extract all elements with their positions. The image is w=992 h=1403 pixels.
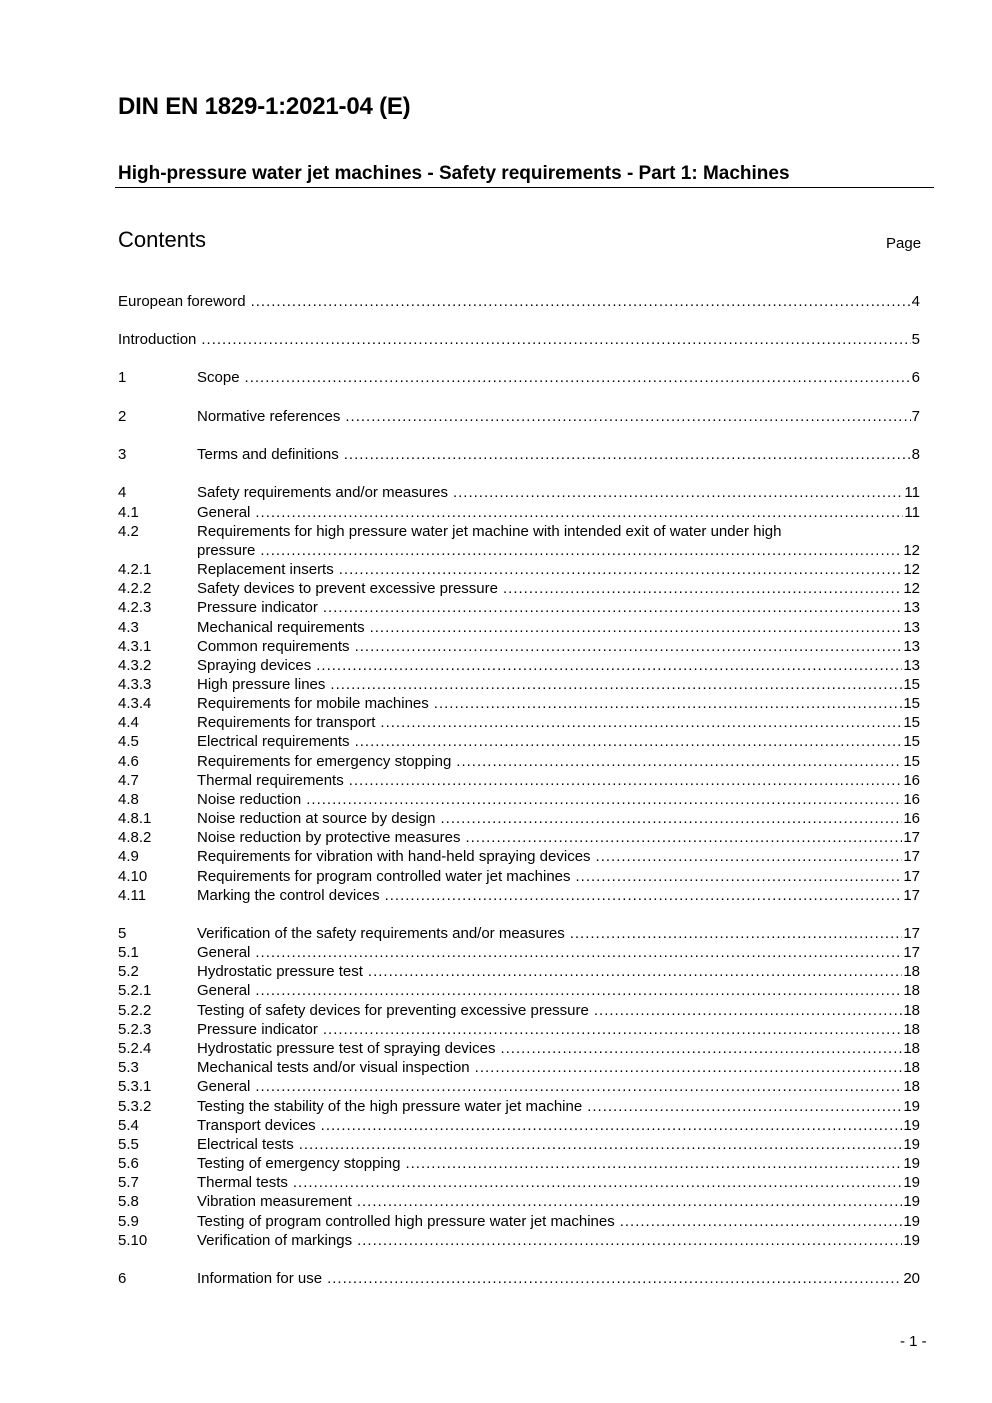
toc-entry-number: 2 bbox=[118, 408, 127, 425]
toc-entry[interactable] bbox=[118, 790, 920, 809]
toc-entry-number: 4.3.3 bbox=[118, 676, 152, 693]
toc-leader-dots bbox=[344, 445, 911, 464]
toc-entry-number: 5 bbox=[118, 925, 127, 942]
toc-entry[interactable] bbox=[118, 694, 920, 713]
toc-entry-number: 4.3 bbox=[118, 619, 139, 636]
toc-entry-number: 5.2.4 bbox=[118, 1040, 152, 1057]
toc-leader-dots bbox=[293, 1173, 902, 1192]
toc-entry-title: Transport devices bbox=[197, 1117, 316, 1134]
toc-entry-title: Normative references bbox=[197, 408, 341, 425]
toc-entry[interactable] bbox=[118, 445, 920, 464]
page-number: - 1 - bbox=[900, 1333, 927, 1350]
toc-entry-page: 15 bbox=[903, 733, 920, 750]
toc-entry[interactable] bbox=[118, 713, 920, 732]
toc-entry-title: Testing the stability of the high pressure water jet machine bbox=[197, 1098, 583, 1115]
toc-entry[interactable] bbox=[118, 560, 920, 579]
toc-entry-title: Pressure indicator bbox=[197, 1021, 318, 1038]
toc-leader-dots bbox=[385, 886, 903, 905]
toc-entry-number: 5.1 bbox=[118, 944, 139, 961]
toc-entry-title: Mechanical requirements bbox=[197, 619, 365, 636]
toc-entry-title: Requirements for mobile machines bbox=[197, 695, 429, 712]
toc-entry-page: 15 bbox=[903, 753, 920, 770]
toc-entry-page: 15 bbox=[903, 676, 920, 693]
toc-entry-page: 17 bbox=[903, 887, 920, 904]
toc-leader-dots bbox=[576, 867, 903, 886]
toc-entry-page: 6 bbox=[911, 369, 920, 386]
toc-entry[interactable] bbox=[118, 867, 920, 886]
toc-entry-title: General bbox=[197, 982, 251, 999]
toc-entry-title: Noise reduction at source by design bbox=[197, 810, 436, 827]
toc-leader-dots bbox=[330, 675, 902, 694]
toc-entry-title: Testing of emergency stopping bbox=[197, 1155, 401, 1172]
toc-entry-page: 13 bbox=[903, 638, 920, 655]
page-column-label: Page bbox=[886, 235, 922, 252]
toc-entry[interactable] bbox=[118, 1192, 920, 1211]
toc-entry[interactable] bbox=[118, 368, 920, 387]
toc-entry-number: 4.2.2 bbox=[118, 580, 152, 597]
toc-entry[interactable] bbox=[118, 541, 920, 560]
toc-entry[interactable] bbox=[118, 407, 920, 426]
title-rule bbox=[115, 187, 934, 188]
toc-entry-number: 5.3 bbox=[118, 1059, 139, 1076]
toc-entry-title: Noise reduction by protective measures bbox=[197, 829, 461, 846]
toc-leader-dots bbox=[440, 809, 902, 828]
toc-leader-dots bbox=[245, 368, 911, 387]
toc-leader-dots bbox=[255, 981, 902, 1000]
toc-entry-page: 19 bbox=[903, 1136, 920, 1153]
toc-entry-title: European foreword bbox=[118, 293, 246, 310]
toc-entry-title: Scope bbox=[197, 369, 240, 386]
toc-entry[interactable] bbox=[118, 962, 920, 981]
toc-leader-dots bbox=[500, 1039, 902, 1058]
toc-entry-page: 17 bbox=[903, 848, 920, 865]
toc-leader-dots bbox=[316, 656, 902, 675]
toc-leader-dots bbox=[620, 1212, 903, 1231]
toc-leader-dots bbox=[405, 1154, 902, 1173]
toc-entry-title: High pressure lines bbox=[197, 676, 326, 693]
toc-entry-title: General bbox=[197, 1078, 251, 1095]
toc-entry[interactable] bbox=[118, 483, 920, 502]
toc-entry-title: Information for use bbox=[197, 1270, 323, 1287]
toc-leader-dots bbox=[299, 1135, 903, 1154]
toc-leader-dots bbox=[368, 962, 902, 981]
toc-entry-page: 13 bbox=[903, 619, 920, 636]
toc-entry-page: 20 bbox=[903, 1270, 920, 1287]
toc-entry-title[interactable]: Requirements for high pressure water jet machine with intended exit of water under high bbox=[197, 523, 782, 540]
toc-entry-page: 12 bbox=[903, 580, 920, 597]
toc-entry-title-continued: pressure bbox=[197, 542, 256, 559]
toc-entry-number: 5.9 bbox=[118, 1213, 139, 1230]
toc-entry-number: 5.10 bbox=[118, 1232, 148, 1249]
toc-entry-page: 16 bbox=[903, 772, 920, 789]
toc-entry-title: Verification of the safety requirements and/or measures bbox=[197, 925, 565, 942]
toc-leader-dots bbox=[323, 598, 902, 617]
toc-entry-page: 18 bbox=[903, 1078, 920, 1095]
toc-leader-dots bbox=[327, 1269, 902, 1288]
toc-entry-number: 4.11 bbox=[118, 887, 147, 904]
toc-entry-number: 4.1 bbox=[118, 504, 139, 521]
toc-entry[interactable] bbox=[118, 637, 920, 656]
toc-entry-page: 19 bbox=[903, 1098, 920, 1115]
toc-entry-title: Terms and definitions bbox=[197, 446, 339, 463]
toc-entry[interactable] bbox=[118, 1077, 920, 1096]
toc-entry[interactable] bbox=[118, 292, 920, 311]
toc-entry-number: 4.2.3 bbox=[118, 599, 152, 616]
toc-entry-number: 4.3.2 bbox=[118, 657, 152, 674]
toc-entry[interactable] bbox=[118, 771, 920, 790]
toc-leader-dots bbox=[357, 1192, 903, 1211]
toc-entry[interactable] bbox=[118, 1173, 920, 1192]
toc-entry[interactable] bbox=[118, 503, 920, 522]
toc-entry[interactable] bbox=[118, 1212, 920, 1231]
toc-entry-number: 6 bbox=[118, 1270, 127, 1287]
toc-entry-page: 4 bbox=[911, 293, 920, 310]
toc-leader-dots bbox=[594, 1001, 902, 1020]
toc-leader-dots bbox=[260, 541, 902, 560]
toc-entry-title: Hydrostatic pressure test of spraying devices bbox=[197, 1040, 496, 1057]
toc-leader-dots bbox=[596, 847, 903, 866]
toc-entry-number: 3 bbox=[118, 446, 127, 463]
toc-leader-dots bbox=[306, 790, 902, 809]
toc-entry-page: 18 bbox=[903, 1059, 920, 1076]
toc-entry[interactable] bbox=[118, 1231, 920, 1250]
toc-leader-dots bbox=[475, 1058, 903, 1077]
toc-entry-title: Replacement inserts bbox=[197, 561, 334, 578]
toc-entry-number: 5.6 bbox=[118, 1155, 139, 1172]
toc-leader-dots bbox=[434, 694, 903, 713]
toc-entry-title: Requirements for vibration with hand-held spraying devices bbox=[197, 848, 591, 865]
toc-entry-number: 5.2 bbox=[118, 963, 139, 980]
toc-entry-number: 4.9 bbox=[118, 848, 139, 865]
toc-entry-number: 5.7 bbox=[118, 1174, 139, 1191]
toc-leader-dots bbox=[339, 560, 903, 579]
toc-entry-number: 1 bbox=[118, 369, 127, 386]
toc-entry-title: General bbox=[197, 944, 251, 961]
toc-entry-page: 13 bbox=[903, 599, 920, 616]
toc-entry-page: 18 bbox=[903, 1040, 920, 1057]
toc-leader-dots bbox=[323, 1020, 902, 1039]
toc-leader-dots bbox=[453, 483, 903, 502]
toc-entry[interactable] bbox=[118, 579, 920, 598]
document-title: DIN EN 1829-1:2021-04 (E) bbox=[118, 93, 411, 120]
toc-entry[interactable] bbox=[118, 598, 920, 617]
toc-entry-number: 4.8 bbox=[118, 791, 139, 808]
toc-entry-number: 4.8.2 bbox=[118, 829, 152, 846]
toc-entry-number: 5.5 bbox=[118, 1136, 139, 1153]
toc-entry-title: Electrical requirements bbox=[197, 733, 350, 750]
toc-leader-dots bbox=[465, 828, 902, 847]
toc-entry-page: 12 bbox=[903, 561, 920, 578]
document-subtitle: High-pressure water jet machines - Safety requirements - Part 1: Machines bbox=[118, 163, 790, 184]
toc-entry[interactable] bbox=[118, 924, 920, 943]
toc-entry-page: 18 bbox=[903, 1002, 920, 1019]
toc-entry-title: Safety requirements and/or measures bbox=[197, 484, 448, 501]
toc-entry-title: Electrical tests bbox=[197, 1136, 294, 1153]
toc-entry-page: 18 bbox=[903, 1021, 920, 1038]
toc-entry-page: 19 bbox=[903, 1193, 920, 1210]
toc-entry[interactable] bbox=[118, 1269, 920, 1288]
toc-entry-title: Vibration measurement bbox=[197, 1193, 352, 1210]
toc-entry[interactable] bbox=[118, 886, 920, 905]
toc-entry-page: 19 bbox=[903, 1213, 920, 1230]
toc-entry[interactable] bbox=[118, 330, 920, 349]
toc-leader-dots bbox=[201, 330, 910, 349]
toc-entry-page: 15 bbox=[903, 714, 920, 731]
toc-leader-dots bbox=[570, 924, 903, 943]
toc-entry-title: Pressure indicator bbox=[197, 599, 318, 616]
toc-entry-title: Testing of program controlled high pressure water jet machines bbox=[197, 1213, 615, 1230]
toc-entry-number: 4.4 bbox=[118, 714, 139, 731]
toc-entry-number: 5.2.3 bbox=[118, 1021, 152, 1038]
toc-leader-dots bbox=[345, 407, 910, 426]
toc-leader-dots bbox=[349, 771, 903, 790]
toc-entry-page: 12 bbox=[903, 542, 920, 559]
toc-entry-title: Spraying devices bbox=[197, 657, 312, 674]
toc-entry[interactable] bbox=[118, 1020, 920, 1039]
toc-leader-dots bbox=[355, 732, 903, 751]
toc-entry[interactable] bbox=[118, 656, 920, 675]
toc-entry[interactable] bbox=[118, 752, 920, 771]
toc-entry-page: 17 bbox=[903, 925, 920, 942]
toc-entry-page: 19 bbox=[903, 1117, 920, 1134]
toc-entry[interactable] bbox=[118, 1001, 920, 1020]
toc-entry[interactable] bbox=[118, 1116, 920, 1135]
toc-entry-title: Safety devices to prevent excessive pressure bbox=[197, 580, 498, 597]
toc-entry[interactable] bbox=[118, 943, 920, 962]
toc-entry[interactable] bbox=[118, 828, 920, 847]
toc-entry-number: 4.6 bbox=[118, 753, 139, 770]
toc-entry-number: 5.3.2 bbox=[118, 1098, 152, 1115]
toc-entry-title: Thermal tests bbox=[197, 1174, 288, 1191]
toc-entry-title: Testing of safety devices for preventing excessive pressure bbox=[197, 1002, 589, 1019]
toc-entry-page: 19 bbox=[903, 1155, 920, 1172]
toc-leader-dots bbox=[587, 1097, 902, 1116]
toc-leader-dots bbox=[357, 1231, 902, 1250]
toc-entry-number: 4 bbox=[118, 484, 127, 501]
toc-entry-number: 5.3.1 bbox=[118, 1078, 152, 1095]
toc-entry-title: Verification of markings bbox=[197, 1232, 353, 1249]
toc-entry-page: 19 bbox=[903, 1232, 920, 1249]
toc-entry-number: 4.3.4 bbox=[118, 695, 152, 712]
toc-entry-page: 16 bbox=[903, 791, 920, 808]
toc-entry-title: Common requirements bbox=[197, 638, 350, 655]
toc-entry-page: 11 bbox=[904, 504, 920, 521]
toc-entry-page: 18 bbox=[903, 982, 920, 999]
toc-entry-title: Thermal requirements bbox=[197, 772, 344, 789]
toc-entry[interactable] bbox=[118, 981, 920, 1000]
toc-entry-number: 5.2.1 bbox=[118, 982, 152, 999]
toc-leader-dots bbox=[255, 943, 902, 962]
toc-entry[interactable] bbox=[118, 1154, 920, 1173]
toc-leader-dots bbox=[355, 637, 903, 656]
toc-entry[interactable] bbox=[118, 847, 920, 866]
toc-entry-title: Introduction bbox=[118, 331, 197, 348]
toc-leader-dots bbox=[370, 618, 903, 637]
toc-entry-number: 5.2.2 bbox=[118, 1002, 152, 1019]
toc-entry[interactable] bbox=[118, 1058, 920, 1077]
toc-leader-dots bbox=[321, 1116, 903, 1135]
toc-entry-title: General bbox=[197, 504, 251, 521]
toc-entry[interactable] bbox=[118, 618, 920, 637]
toc-leader-dots bbox=[456, 752, 902, 771]
toc-leader-dots bbox=[255, 1077, 902, 1096]
toc-leader-dots bbox=[503, 579, 902, 598]
toc-entry-number: 4.10 bbox=[118, 868, 148, 885]
toc-entry-page: 13 bbox=[903, 657, 920, 674]
toc-entry-number: 4.5 bbox=[118, 733, 139, 750]
toc-entry-page: 8 bbox=[911, 446, 920, 463]
toc-leader-dots bbox=[251, 292, 911, 311]
toc-entry-number: 5.4 bbox=[118, 1117, 139, 1134]
toc-entry[interactable] bbox=[118, 1039, 920, 1058]
toc-entry[interactable] bbox=[118, 1135, 920, 1154]
toc-entry[interactable] bbox=[118, 732, 920, 751]
toc-entry[interactable] bbox=[118, 809, 920, 828]
toc-entry-number: 4.2.1 bbox=[118, 561, 152, 578]
toc-entry-page: 11 bbox=[904, 484, 920, 501]
contents-heading: Contents bbox=[118, 227, 207, 252]
toc-entry-page: 17 bbox=[903, 829, 920, 846]
toc-entry-number: 4.3.1 bbox=[118, 638, 152, 655]
toc-leader-dots bbox=[380, 713, 902, 732]
toc-entry-number: 4.8.1 bbox=[118, 810, 152, 827]
toc-entry-page: 5 bbox=[911, 331, 920, 348]
toc-entry-page: 17 bbox=[903, 944, 920, 961]
toc-entry-title: Requirements for emergency stopping bbox=[197, 753, 452, 770]
toc-entry-page: 17 bbox=[903, 868, 920, 885]
toc-entry-number: 4.2 bbox=[118, 523, 139, 540]
toc-entry-page: 15 bbox=[903, 695, 920, 712]
toc-entry-page: 19 bbox=[903, 1174, 920, 1191]
toc-entry-page: 16 bbox=[903, 810, 920, 827]
toc-entry-title: Requirements for program controlled water jet machines bbox=[197, 868, 571, 885]
toc-entry-number: 5.8 bbox=[118, 1193, 139, 1210]
toc-entry-number: 4.7 bbox=[118, 772, 139, 789]
toc-entry-title: Noise reduction bbox=[197, 791, 302, 808]
toc-entry-title: Requirements for transport bbox=[197, 714, 376, 731]
toc-entry-page: 18 bbox=[903, 963, 920, 980]
toc-entry-title: Mechanical tests and/or visual inspection bbox=[197, 1059, 470, 1076]
toc-entry-page: 7 bbox=[911, 408, 920, 425]
toc-entry[interactable] bbox=[118, 1097, 920, 1116]
toc-entry-title: Marking the control devices bbox=[197, 887, 380, 904]
toc-entry-title: Hydrostatic pressure test bbox=[197, 963, 363, 980]
toc-entry[interactable] bbox=[118, 675, 920, 694]
toc-leader-dots bbox=[255, 503, 903, 522]
